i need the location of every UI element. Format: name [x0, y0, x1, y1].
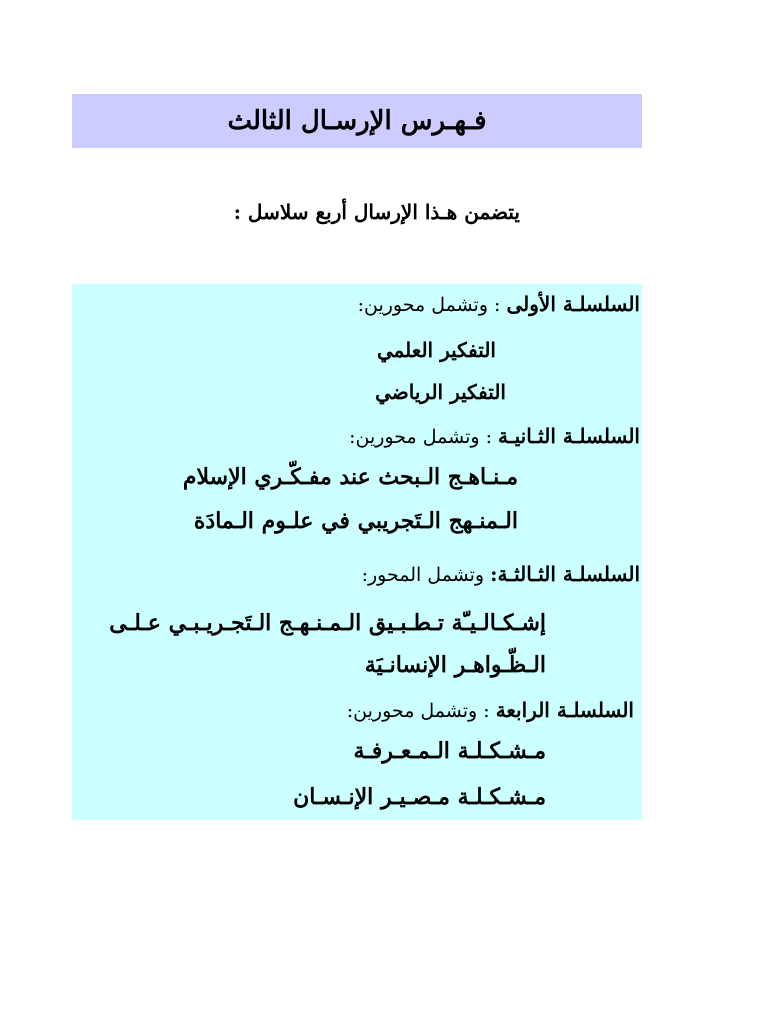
series-4-axis-1: مـشـكـلـة الـمـعـرفـة [353, 738, 546, 764]
series-3-heading [362, 562, 640, 586]
series-2-description: : وتشمل محورين: [349, 426, 499, 448]
series-4-axis-2: مـشـكـلـة مـصـيـر الإنـسـان [293, 784, 546, 810]
series-1-description: : وتشمل محورين: [357, 294, 507, 316]
series-3-axis-1: إشـكـالـيـّة تـطـبـيق الـمـنـهـج الـتَجـريـبـي عـلـى [109, 610, 546, 636]
series-1-heading [358, 292, 640, 316]
title-banner [72, 94, 642, 148]
intro-text: يتضمن هـذا الإرسال أربع سلاسل : [233, 200, 520, 224]
series-3-name: السلسلـة الثـالثـة: [490, 562, 640, 586]
series-1-axis-1: التفكير العلمي [376, 338, 496, 362]
series-1-axis-2: التفكير الرياضي [375, 380, 506, 404]
series-4-heading [347, 698, 634, 722]
series-3-axis-2: الـظّـواهـر الإنسانـيَة [364, 652, 546, 678]
series-4-name: السلسلـة الرابعة [495, 698, 634, 722]
series-3-description: وتشمل المحور: [361, 564, 491, 586]
series-2-name: السلسلـة الثـانيـة [498, 424, 640, 448]
series-2-heading [349, 424, 640, 448]
page-title: فـهـرس الإرسـال الثالث [227, 106, 487, 136]
series-1-name: السلسلـة الأولى [506, 292, 640, 316]
series-2-axis-2: الـمنـهج الـتَجريبي في علـوم الـمادَة [193, 508, 518, 534]
series-list [72, 284, 642, 820]
series-2-axis-1: مـنـاهـج الـبحث عند مفـكّـري الإسلام [182, 464, 518, 490]
series-4-description: : وتشمل محورين: [346, 700, 496, 722]
